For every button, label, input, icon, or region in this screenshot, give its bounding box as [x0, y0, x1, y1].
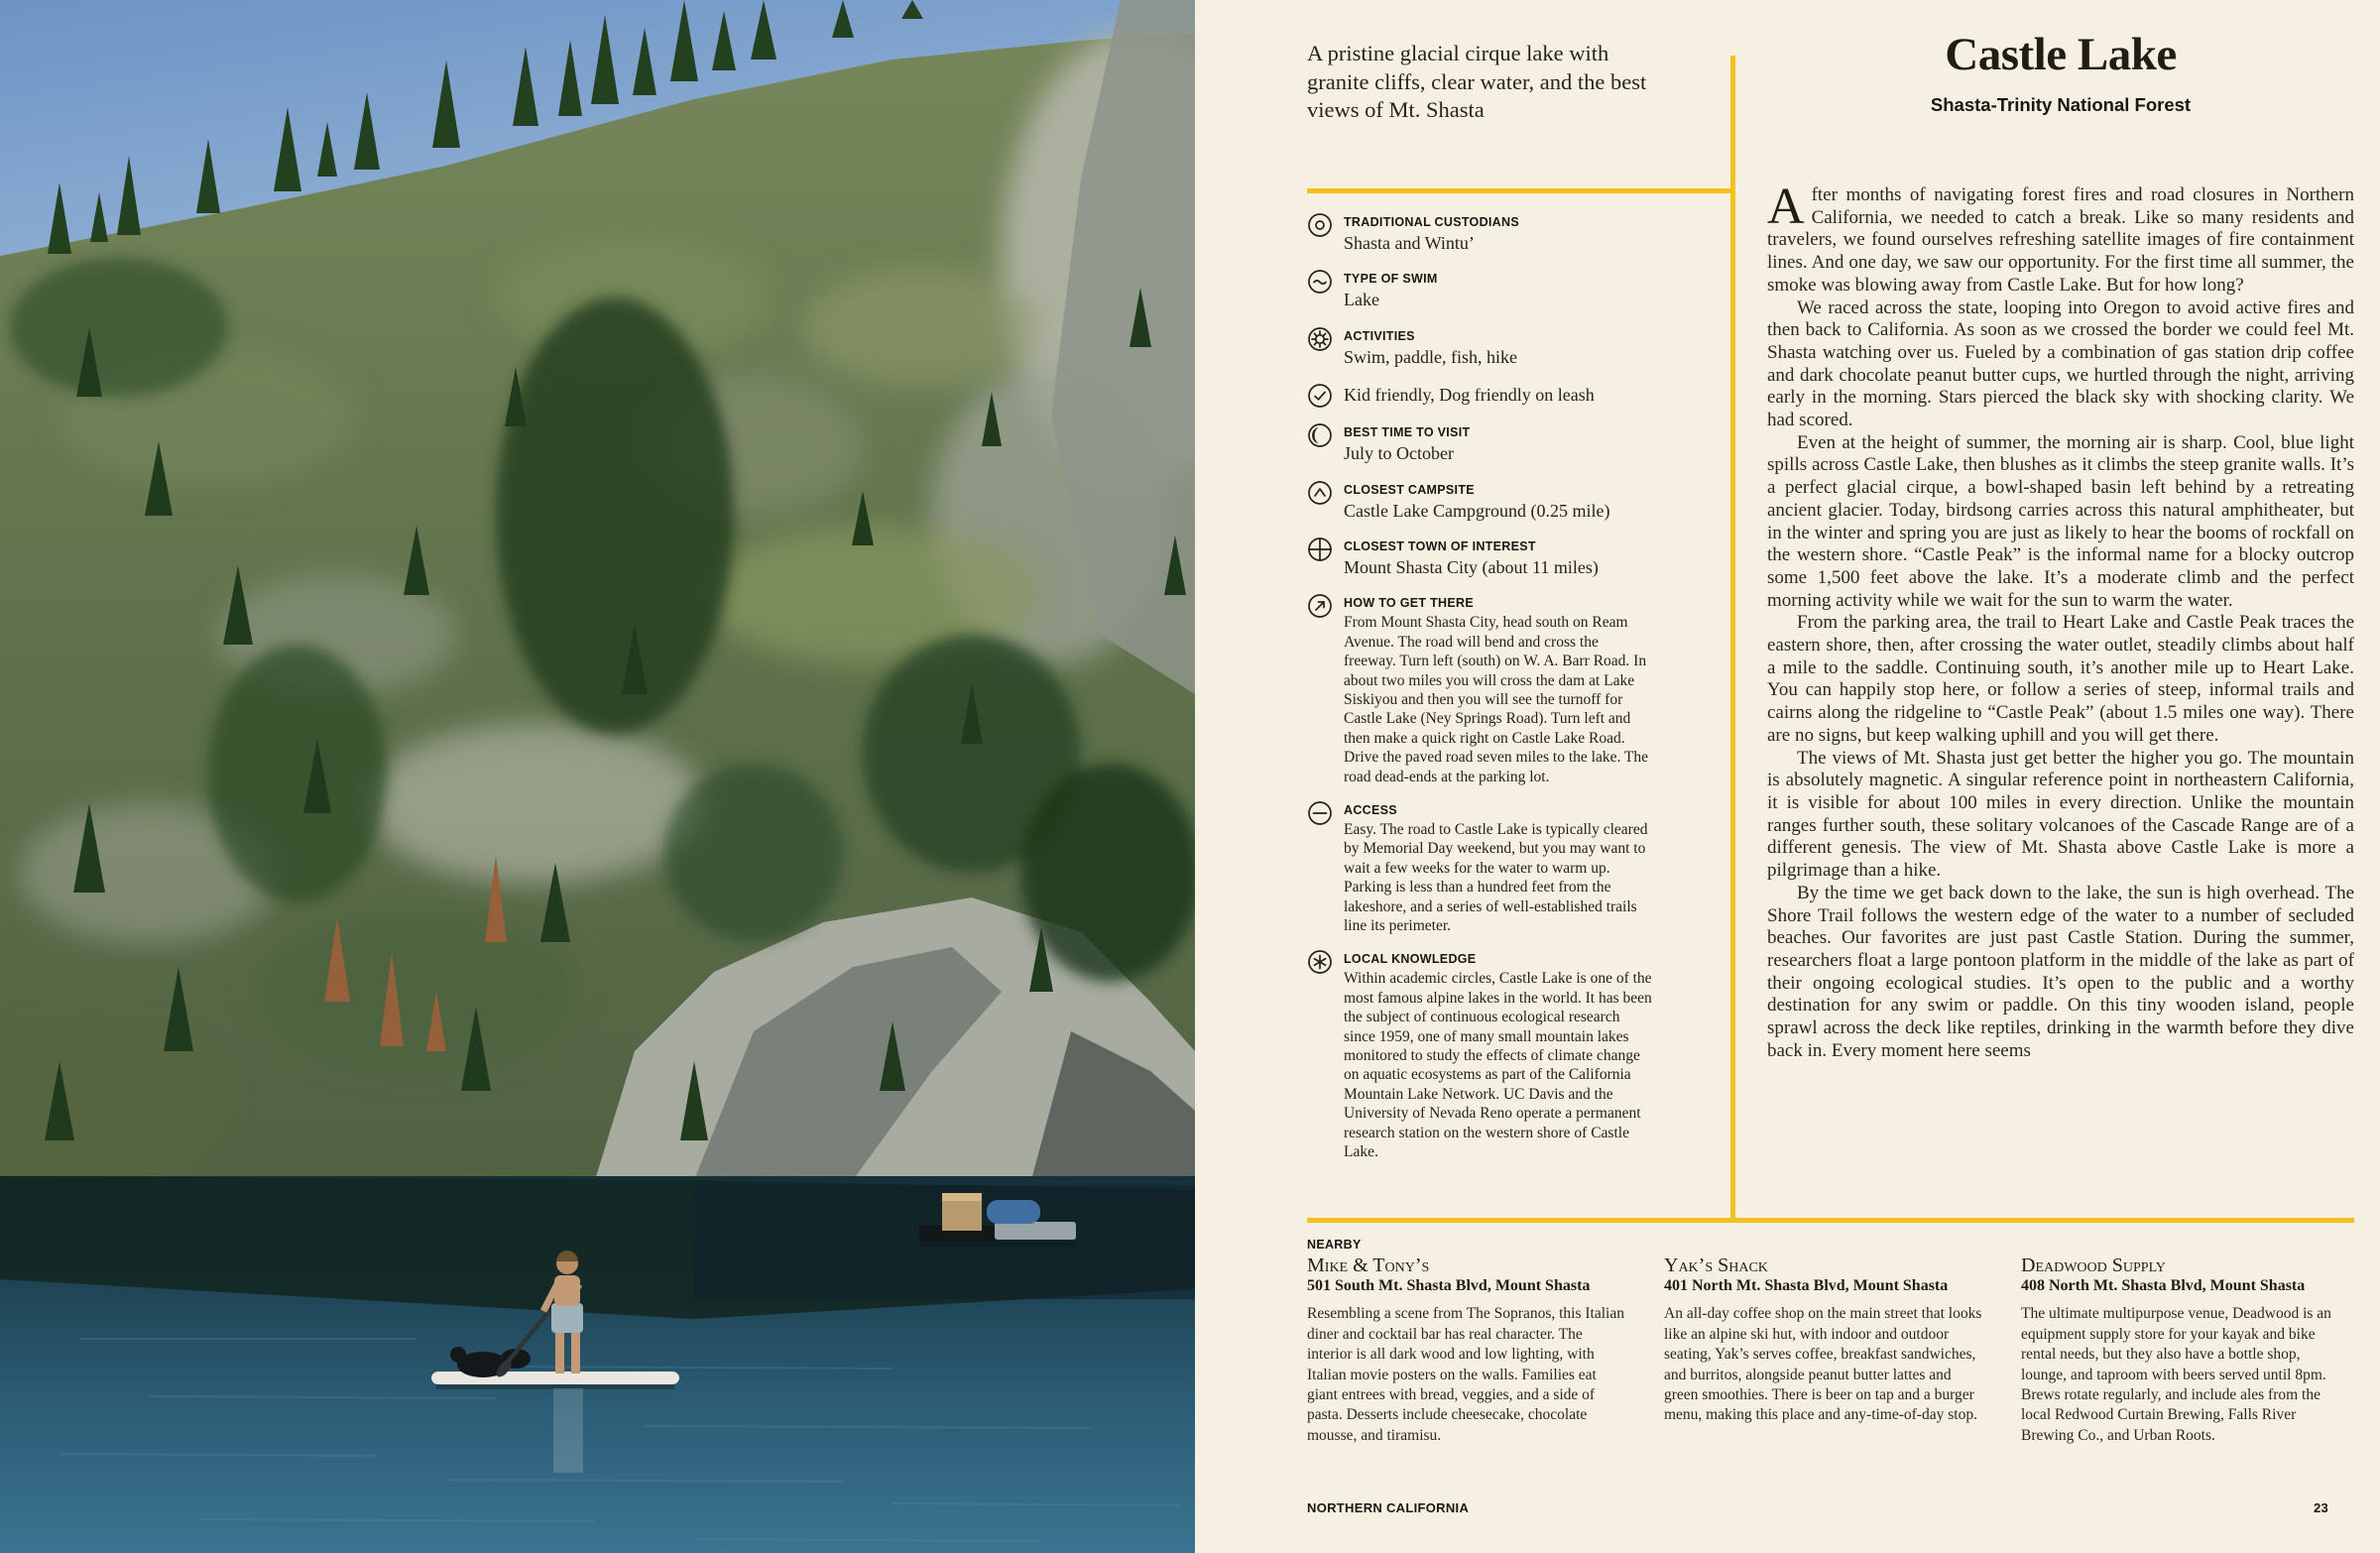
place-description: An all-day coffee shop on the main street that looks like an alpine ski hut, with indoor and outdoor seating, Yak’s serves coffee, breakfast sandwiches, and burritos, alongside peanut butter lattes and green smoothies. There is beer on tap and a burger menu, making this place and any-time-of-day stop. — [1664, 1305, 1982, 1424]
fact-label: ACTIVITIES — [1344, 328, 1415, 343]
fact-label: CLOSEST CAMPSITE — [1344, 482, 1475, 497]
article-subtitle: Shasta-Trinity National Forest — [1930, 94, 2192, 115]
fact-value: Swim, paddle, fish, hike — [1344, 346, 1517, 367]
fact-access — [1307, 799, 1654, 935]
fact-label: BEST TIME TO VISIT — [1344, 425, 1471, 440]
nearby-place-deadwood-supply — [2021, 1254, 2340, 1446]
checkmark-icon — [1307, 383, 1333, 409]
nearby-section — [1307, 1238, 2354, 1446]
page-footer — [1307, 1500, 2328, 1515]
moon-icon — [1307, 422, 1333, 448]
article-body — [1767, 179, 2354, 1062]
fact-label: TRADITIONAL CUSTODIANS — [1344, 215, 1519, 229]
fact-value: From Mount Shasta City, head south on Ream Avenue. The road will bend and cross the freeway. Turn left (south) on W. A. Barr Road. In about two miles you will cross the dam at Lake Siskiyou and then you will see the turnoff for Castle Lake (Ney Springs Road). Turn left and then make a quick right on Castle Lake Road. Drive the paved road seven miles to the lake. The road dead-ends at the parking lot. — [1344, 614, 1649, 785]
asterisk-icon — [1307, 949, 1333, 975]
facts-list — [1307, 211, 1654, 1175]
footer-section-label: NORTHERN CALIFORNIA — [1307, 1500, 1470, 1515]
tent-icon — [1307, 480, 1333, 506]
fact-value: Mount Shasta City (about 11 miles) — [1344, 556, 1599, 577]
fact-value: Castle Lake Campground (0.25 mile) — [1344, 500, 1610, 521]
fact-kid-dog-friendly — [1307, 382, 1654, 409]
footer-page-number: 23 — [2313, 1500, 2328, 1515]
fact-how-to-get-there — [1307, 592, 1654, 786]
place-name: Yak’s Shack — [1664, 1254, 1768, 1276]
dropcap: A — [1767, 179, 1805, 235]
fact-local-knowledge — [1307, 948, 1654, 1161]
fact-value: Kid friendly, Dog friendly on leash — [1344, 385, 1595, 406]
arrow-up-right-icon — [1307, 593, 1333, 619]
intro-blurb: A pristine glacial cirque lake with granite cliffs, clear water, and the best views of Mt. Shasta — [1307, 41, 1647, 123]
article-paragraph: From the parking area, the trail to Heart Lake and Castle Peak traces the eastern shore, then, after crossing the water outlet, steadily climbs about half a mile to the saddle. Continuing south, it’s another mile up to Heart Lake. You can happily stop here, or follow a series of steep, informal trails and cairns along the ridgeline to “Castle Peak” (about 1.5 miles one way). There are no signs, but keep walking uphill and you will get there. — [1767, 612, 2354, 746]
fact-label: HOW TO GET THERE — [1344, 596, 1474, 611]
minus-circle-icon — [1307, 800, 1333, 826]
place-description: Resembling a scene from The Sopranos, this Italian diner and cocktail bar has real character. The interior is all dark wood and low lighting, with Italian movie posters on the walls. Families eat giant entrees with bread, veggies, and a side of pasta. Desserts include cheesecake, chocolate mousse, and tiramisu. — [1307, 1305, 1624, 1444]
article-paragraph: By the time we get back down to the lake, the sun is high overhead. The Shore Trail follows the western edge of the water to a number of secluded beaches. Our favorites are just past Castle Station. During the summer, researchers float a large pontoon platform in the middle of the lake as part of their ongoing ecological studies. It’s open to the public and a worthy destination for any swim or paddle. On this tiny wooden island, people sprawl across the deck like reptiles, drinking in the warmth before they dive back in. Every moment here seems — [1767, 882, 2354, 1061]
yellow-rule-vertical — [1730, 56, 1735, 1221]
place-address: 408 North Mt. Shasta Blvd, Mount Shasta — [2021, 1277, 2306, 1294]
article-paragraph: Even at the height of summer, the morning air is sharp. Cool, blue light spills across Castle Lake, then blushes as it climbs the steep granite walls. It’s a perfect glacial cirque, a bowl-shaped basin left behind by a retreating ancient glacier. Today, birdsong carries across this natural amphitheater, but in the winter and spring you are just as likely to hear the booms of rockfall on the western shore. “Castle Peak” is the informal name for a blocky outcrop some 1,500 feet above the lake. It’s a moderate climb and the perfect morning activity while we wait for the sun to warm the water. — [1767, 431, 2354, 611]
place-address: 501 South Mt. Shasta Blvd, Mount Shasta — [1307, 1277, 1591, 1294]
fact-value: Within academic circles, Castle Lake is one of the most famous alpine lakes in the world. It has been the subject of continuous ecological research since 1959, one of many small mountain lakes monitored to study the effects of climate change on aquatic ecosystems as part of the California Mountain Lake Network. UC Davis and the University of Nevada Reno operate a permanent research station on the western shore of Castle Lake. — [1344, 970, 1652, 1161]
nearby-place-mike-and-tonys — [1307, 1254, 1626, 1446]
nearby-place-yaks-shack — [1664, 1254, 1983, 1446]
fact-label: TYPE OF SWIM — [1344, 272, 1438, 287]
nearby-columns — [1307, 1254, 2354, 1446]
fact-value: Shasta and Wintu’ — [1344, 233, 1475, 253]
fact-label: CLOSEST TOWN OF INTEREST — [1344, 538, 1536, 553]
page-title: Castle Lake — [1945, 29, 2177, 80]
fact-type-of-swim — [1307, 268, 1654, 311]
fact-closest-town — [1307, 536, 1654, 579]
crosshair-icon — [1307, 537, 1333, 562]
yellow-rule-horizontal-top — [1307, 188, 1735, 193]
fact-traditional-custodians — [1307, 211, 1654, 255]
fact-value: Lake — [1344, 290, 1379, 310]
fact-value: July to October — [1344, 443, 1454, 464]
yellow-rule-horizontal-bottom — [1307, 1218, 2354, 1223]
article — [1767, 28, 2354, 1062]
nearby-label: NEARBY — [1307, 1238, 1362, 1252]
fact-closest-campsite — [1307, 479, 1654, 523]
fact-label: LOCAL KNOWLEDGE — [1344, 952, 1477, 967]
place-name: Deadwood Supply — [2021, 1254, 2166, 1276]
article-paragraph — [1767, 179, 2354, 298]
fact-value: Easy. The road to Castle Lake is typically cleared by Memorial Day weekend, but you may want to wait a few weeks for the water to warm up. Parking is less than a hundred feet from the lakeshore, and a series of well-established trails line its perimeter. — [1344, 821, 1648, 935]
place-address: 401 North Mt. Shasta Blvd, Mount Shasta — [1664, 1277, 1949, 1294]
target-icon — [1307, 212, 1333, 238]
fact-label: ACCESS — [1344, 803, 1397, 817]
fact-best-time — [1307, 421, 1654, 465]
article-paragraph: The views of Mt. Shasta just get better the higher you go. The mountain is absolutely magnetic. A singular reference point in northeastern California, it is visible for about 100 miles in every direction. Unlike the mountain ranges further south, these solitary volcanoes of the Cascade Range are of a different genesis. The view of Mt. Shasta above Castle Lake is more a pilgrimage than a hike. — [1767, 747, 2354, 882]
place-description: The ultimate multipurpose venue, Deadwood is an equipment supply store for your kayak and bike rental needs, but they also have a bottle shop, lounge, and taproom with beers served until 8pm. Brews rotate regularly, and include ales from the local Redwood Curtain Brewing, Falls River Brewing Co., and Urban Roots. — [2021, 1305, 2331, 1444]
article-paragraph: We raced across the state, looping into Oregon to avoid active fires and then back to California. As soon as we crossed the border we could feel Mt. Shasta watching over us. Fueled by a combination of gas station drip coffee and dark chocolate peanut butter cups, we hurtled through the night, arriving early in the morning. Stars pierced the black sky with shocking clarity. We had scored. — [1767, 297, 2354, 431]
swim-wave-icon — [1307, 269, 1333, 295]
place-name: Mike & Tony’s — [1307, 1254, 1430, 1276]
right-page — [1195, 0, 2380, 1553]
paragraph-text: fter months of navigating forest fires and road closures in Northern California, we needed to catch a break. Like so many residents and travelers, we found ourselves refreshing satellite images of fire containment lines. And one day, we saw our opportunity. For the first time all summer, the smoke was blowing away from Castle Lake. But for how long? — [1767, 184, 2354, 296]
activity-flower-icon — [1307, 326, 1333, 352]
person-reflection — [553, 1388, 583, 1473]
fact-activities — [1307, 325, 1654, 369]
